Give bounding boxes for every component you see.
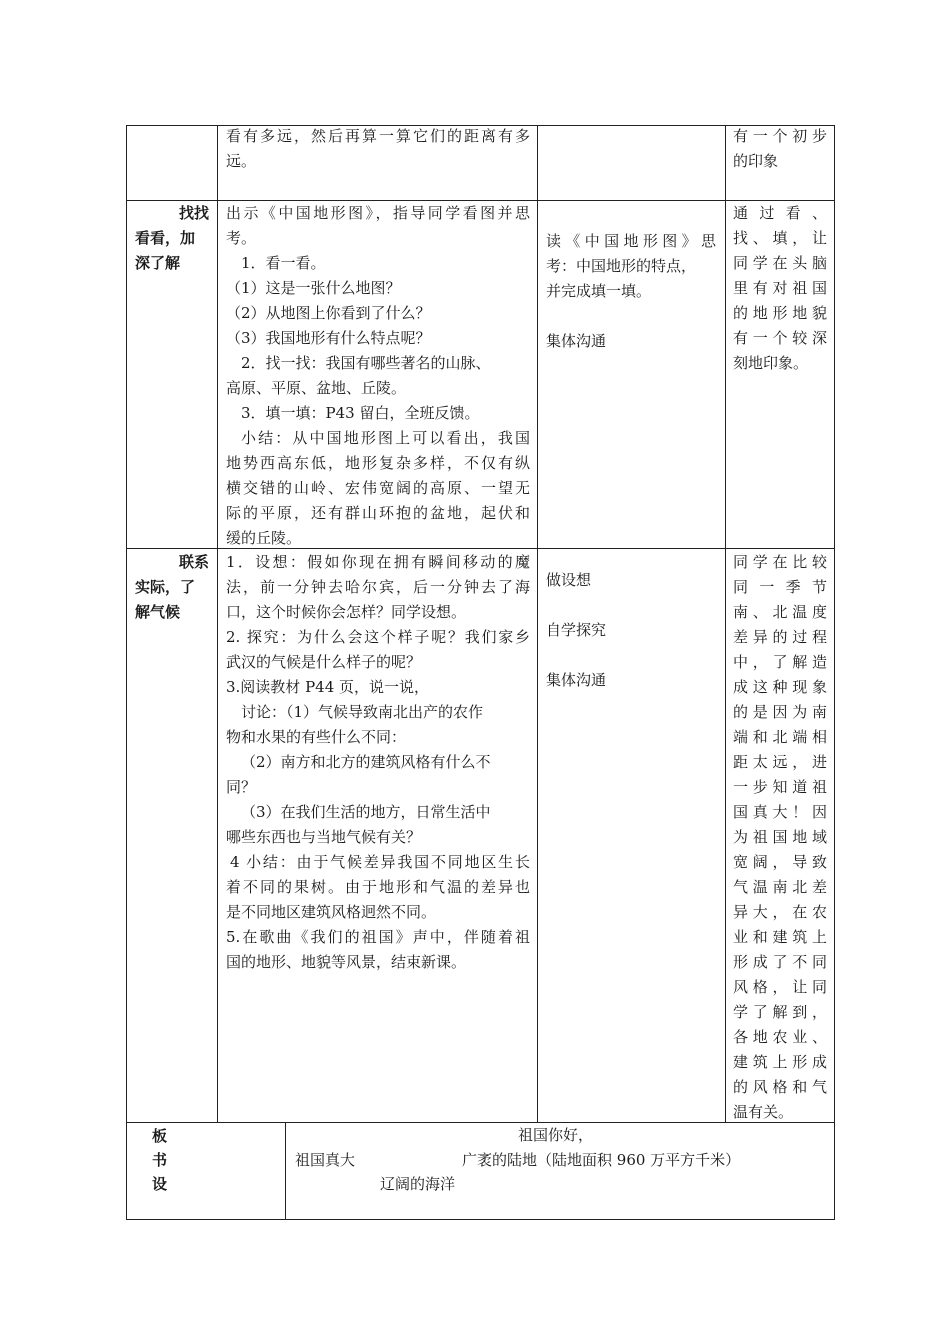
text-line	[546, 593, 716, 618]
text-line: 看有多远，然后再算一算它们的距离有多	[226, 127, 530, 145]
text-line: 着不同的果树。由于地形和气温的差异也	[226, 878, 530, 896]
text-line: 是不同地区建筑风格迥然不同。	[226, 903, 437, 921]
text-line: 并完成填一填。	[546, 282, 652, 300]
row2-student-activity	[546, 229, 716, 354]
row2-intent	[733, 201, 827, 376]
column-divider	[537, 125, 538, 1122]
row3-intent	[733, 550, 827, 1125]
text-line: 为祖国地域	[733, 828, 827, 846]
text-line: 同一季节	[733, 578, 827, 596]
column-divider	[725, 125, 726, 1122]
text-line	[546, 643, 716, 668]
text-line: 异大，在农	[733, 903, 827, 921]
text-line: （2）从地图上你看到了什么？	[226, 304, 431, 322]
text-line: 设	[152, 1175, 168, 1193]
text-line: 高原、平原、盆地、丘陵。	[226, 379, 407, 397]
text-line: 的印象	[733, 152, 779, 170]
text-line: 考。	[226, 229, 257, 247]
board-item-land: 广袤的陆地（陆地面积 960 万平方千米）	[462, 1151, 741, 1169]
text-line: 1．看一看。	[241, 254, 326, 272]
text-line: 2．找一找：我国有哪些著名的山脉、	[241, 354, 491, 372]
text-line: 2. 探究：为什么会这个样子呢？我们家乡	[226, 628, 530, 646]
text-line: 南、北温度	[733, 603, 827, 621]
text-line: 集体沟通	[546, 332, 607, 350]
text-line: 哪些东西也与当地气候有关？	[226, 828, 422, 846]
row1-activity	[226, 124, 530, 174]
text-line: 法，前一分钟去哈尔宾，后一分钟去了海	[226, 578, 530, 596]
text-line: 际的平原，还有群山环抱的盆地，起伏和	[226, 504, 530, 522]
text-line: 3．填一填：P43 留白，全班反馈。	[241, 404, 480, 422]
board-left: 祖国真大	[295, 1151, 356, 1169]
text-line: 里有对祖国	[733, 279, 827, 297]
text-line: 出示《中国地形图》，指导同学看图并思	[226, 204, 530, 222]
row-divider	[126, 1122, 835, 1123]
text-line: 有一个较深	[733, 329, 827, 347]
text-line: 横交错的山岭、宏伟宽阔的高原、一望无	[226, 479, 530, 497]
row2-stage-title	[135, 201, 209, 276]
text-line: 书	[152, 1151, 168, 1169]
text-line: 口，这个时候你会怎样？同学设想。	[226, 603, 467, 621]
text-line: 自学探究	[546, 621, 607, 639]
text-line: 一步知道祖	[733, 778, 827, 796]
text-line: 风格，让同	[733, 978, 827, 996]
text-line: 同学在比较	[733, 553, 827, 571]
text-line: 国真大！因	[733, 803, 827, 821]
text-line: 建筑上形成	[733, 1053, 827, 1071]
text-line: （1）这是一张什么地图？	[226, 279, 401, 297]
text-line: （2）南方和北方的建筑风格有什么不	[241, 753, 491, 771]
text-line: 成这种现象	[733, 678, 827, 696]
text-line: 学了解到，	[733, 1003, 827, 1021]
text-line: 武汉的气候是什么样子的呢？	[226, 653, 422, 671]
text-line: 解气候	[135, 603, 181, 621]
text-line: （3）在我们生活的地方，日常生活中	[241, 803, 491, 821]
row3-stage-title	[135, 550, 209, 625]
text-line: 实际，了	[135, 578, 196, 596]
text-line: 端和北端相	[733, 728, 827, 746]
text-line: 3.阅读教材 P44 页，说一说，	[226, 678, 430, 696]
board-item-sea: 辽阔的海洋	[380, 1175, 456, 1193]
text-line: 读《中国地形图》思	[546, 232, 716, 250]
text-line: 形成了不同	[733, 953, 827, 971]
text-line: 做设想	[546, 571, 592, 589]
row3-activity	[226, 550, 530, 975]
text-line: 有一个初步	[733, 127, 827, 145]
board-divider	[285, 1122, 286, 1220]
row3-student-activity	[546, 568, 716, 693]
text-line: 5.在歌曲《我们的祖国》声中，伴随着祖	[226, 928, 530, 946]
text-line: 业和建筑上	[733, 928, 827, 946]
text-line: 找、填，让	[733, 229, 827, 247]
text-line: 距太远，进	[733, 753, 827, 771]
text-line: 远。	[226, 152, 257, 170]
text-line: 集体沟通	[546, 671, 607, 689]
text-line	[546, 304, 716, 329]
text-line: 物和水果的有些什么不同：	[226, 728, 407, 746]
text-line: 的是因为南	[733, 703, 827, 721]
row2-activity	[226, 201, 530, 551]
text-line: 温有关。	[733, 1103, 794, 1121]
board-title: 祖国你好，	[518, 1126, 594, 1144]
text-line: 气温南北差	[733, 878, 827, 896]
text-line: 各地农业、	[733, 1028, 827, 1046]
text-line: 刻地印象。	[733, 354, 809, 372]
column-divider	[217, 125, 218, 1122]
text-line: 缓的丘陵。	[226, 529, 302, 547]
text-line: 通过看、	[733, 204, 827, 222]
text-line: 深了解	[135, 254, 181, 272]
text-line: 宽阔，导致	[733, 853, 827, 871]
text-line: 同？	[226, 778, 257, 796]
text-line: 4 小结：由于气候差异我国不同地区生长	[230, 853, 530, 871]
text-line: （3）我国地形有什么特点呢？	[226, 329, 431, 347]
text-line: 中，了解造	[733, 653, 827, 671]
text-line: 国的地形、地貌等风景，结束新课。	[226, 953, 467, 971]
text-line: 小结：从中国地形图上可以看出，我国	[241, 429, 530, 447]
board-label	[152, 1124, 172, 1196]
text-line: 的地形地貌	[733, 304, 827, 322]
text-line: 看看，加	[135, 229, 196, 247]
text-line: 讨论：（1）气候导致南北出产的农作	[241, 703, 484, 721]
text-line: 地势西高东低，地形复杂多样，不仅有纵	[226, 454, 530, 472]
row1-intent	[733, 124, 827, 174]
text-line: 联系	[178, 553, 209, 571]
text-line: 找找	[178, 204, 209, 222]
text-line: 板	[152, 1127, 168, 1145]
text-line: 的风格和气	[733, 1078, 827, 1096]
text-line: 差异的过程	[733, 628, 827, 646]
text-line: 考：中国地形的特点，	[546, 257, 697, 275]
text-line: 1．设想：假如你现在拥有瞬间移动的魔	[226, 553, 530, 571]
text-line: 同学在头脑	[733, 254, 827, 272]
